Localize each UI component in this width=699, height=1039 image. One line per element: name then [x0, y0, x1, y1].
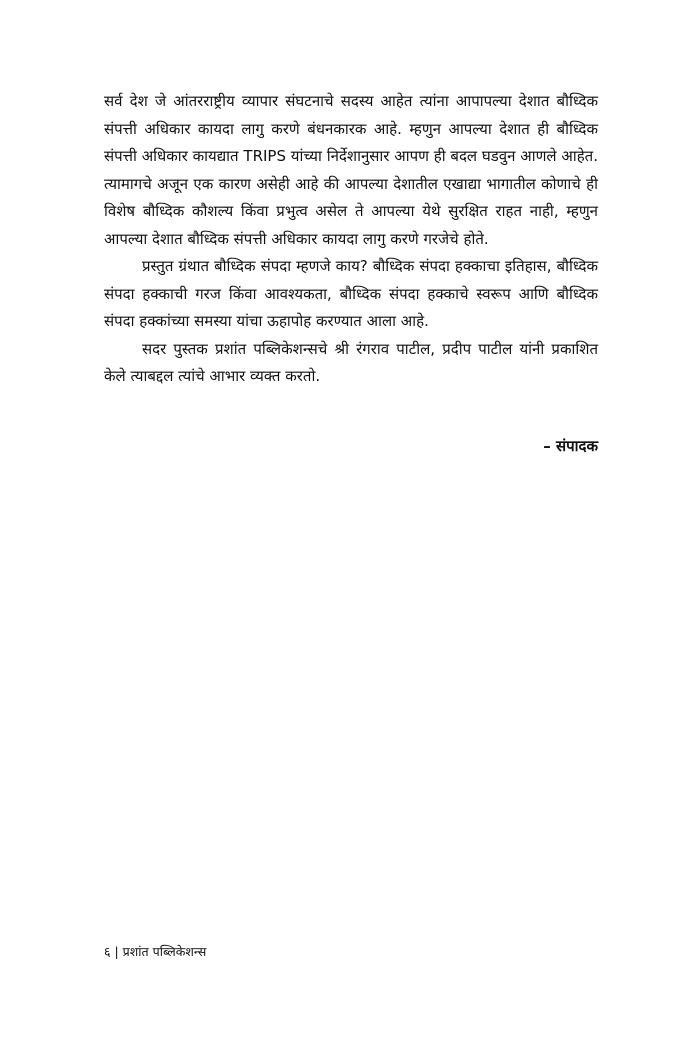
paragraph-1: सर्व देश जे आंतरराष्ट्रीय व्यापार संघटनाचे सदस्य आहेत त्यांना आपापल्या देशात बौध्दिक संपत्ती अधिकार कायदा लागु करणे बंधनकारक आहे. म्हणुन आपल्या देशात ही बौध्दिक संपत्ती अधिकार कायद्यात TRIPS यांच्या निर्देशानुसार आपण ही बदल घडवुन आणले आहेत. त्यामागचे अजून एक कारण असेही आहे की आपल्या देशातील एखाद्या भागातील कोणाचे ही विशेष बौध्दिक कौशल्य किंवा प्रभुत्व असेल ते आपल्या येथे सुरक्षित राहत नाही, म्हणुन आपल्या देशात बौध्दिक संपत्ती अधिकार कायदा लागु करणे गरजेचे होते. [104, 92, 598, 248]
paragraph-3: सदर पुस्तक प्रशांत पब्लिकेशन्सचे श्री रंगराव पाटील, प्रदीप पाटील यांनी प्रकाशित केले त्याबद्दल त्यांचे आभार व्यक्त करतो. [104, 339, 598, 385]
paragraph-2: प्रस्तुत ग्रंथात बौध्दिक संपदा म्हणजे काय? बौध्दिक संपदा हक्काचा इतिहास, बौध्दिक संपदा हक्काची गरज किंवा आवश्यकता, बौध्दिक संपदा हक्काचे स्वरूप आणि बौध्दिक संपदा हक्कांच्या समस्या यांचा ऊहापोह करण्यात आला आहे. [104, 257, 598, 330]
page-footer: ६ | प्रशांत पब्लिकेशन्स [104, 944, 207, 959]
preface-body [104, 88, 598, 391]
editor-signature: – संपादक [543, 437, 598, 455]
